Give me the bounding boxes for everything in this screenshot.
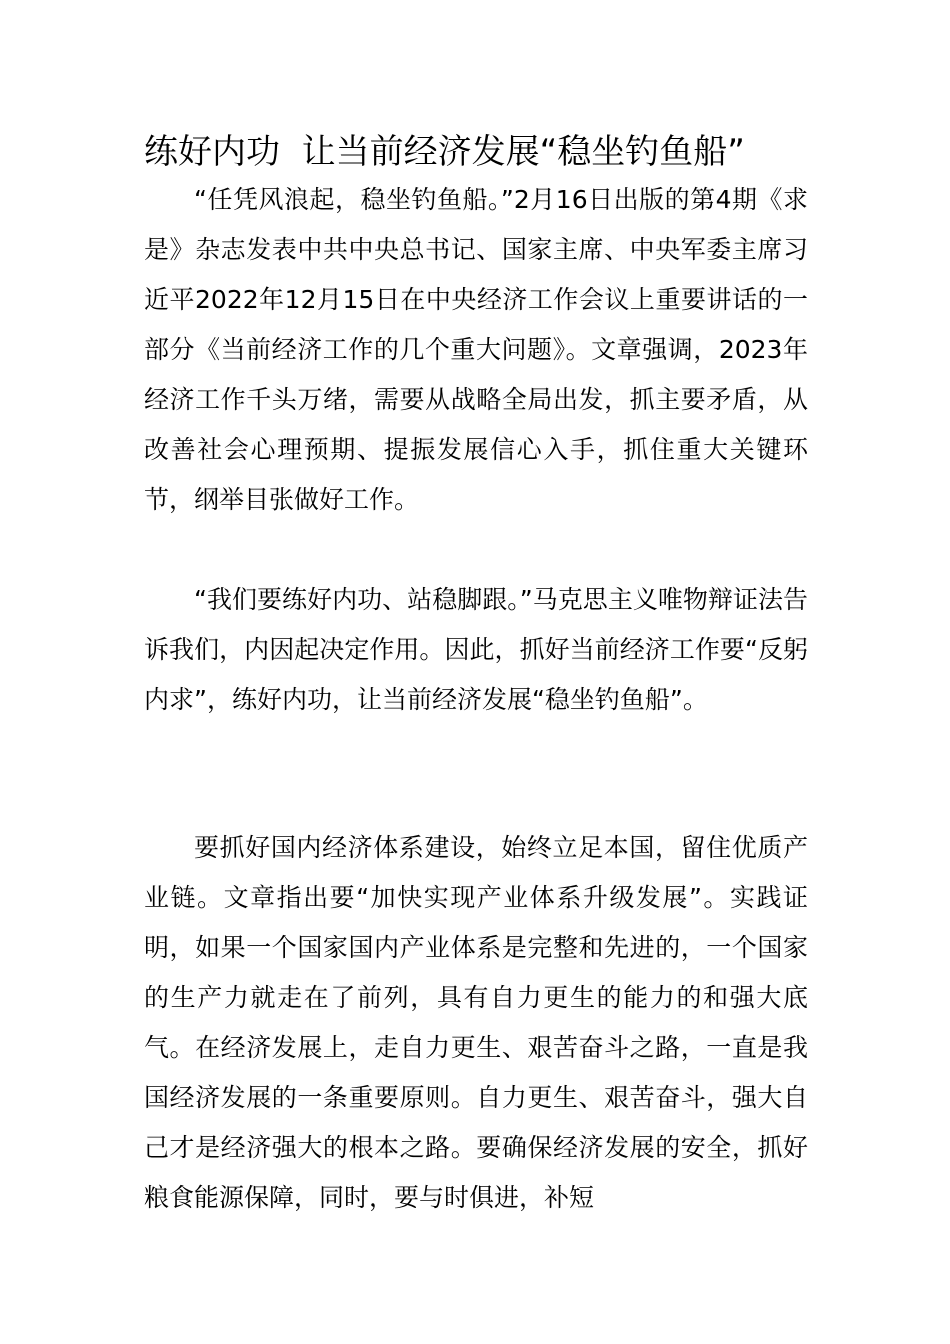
- paragraph-domestic-economy: 要抓好国内经济体系建设，始终立足本国，留住优质产业链。文章指出要“加快实现产业体系升级发展”。实践证明，如果一个国家国内产业体系是完整和先进的，一个国家的生产力就走在了前列，具有自力更生的能力的和强大底气。在经济发展上，走自力更生、艰苦奋斗之路，一直是我国经济发展的一条重要原则。自力更生、艰苦奋斗，强大自己才是经济强大的根本之路。要确保经济发展的安全，抓好粮食能源保障，同时，要与时俱进，补短: [144, 833, 808, 1212]
- paragraph-intro: “任凭风浪起，稳坐钓鱼船。”2月16日出版的第4期《求是》杂志发表中共中央总书记、国家主席、中央军委主席习近平2022年12月15日在中央经济工作会议上重要讲话的一部分《当前经济工作的几个重大问题》。文章强调，2023年经济工作千头万绪，需要从战略全局出发，抓主要矛盾，从改善社会心理预期、提振发展信心入手，抓住重大关键环节，纲举目张做好工作。: [144, 185, 808, 514]
- paragraph-inner-strength: “我们要练好内功、站稳脚跟。”马克思主义唯物辩证法告诉我们，内因起决定作用。因此，抓好当前经济工作要“反躬内求”，练好内功，让当前经济发展“稳坐钓鱼船”。: [144, 585, 808, 714]
- document-title: 练好内功 让当前经济发展“稳坐钓鱼船”: [144, 132, 745, 172]
